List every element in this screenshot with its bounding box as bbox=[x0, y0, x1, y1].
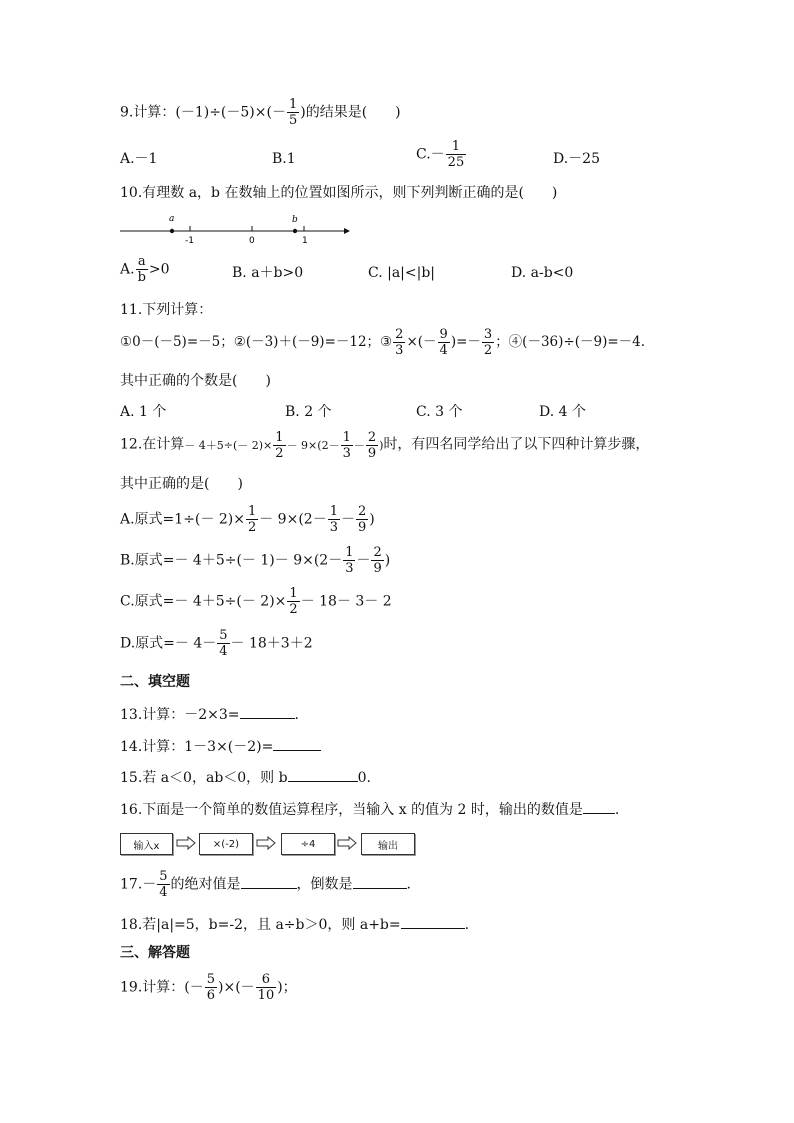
q11-option-d: D. 4 个 bbox=[539, 404, 586, 420]
label-a: a bbox=[169, 214, 175, 224]
q11-question: 其中正确的个数是( ) bbox=[120, 373, 271, 389]
flow-input-box: 输入x bbox=[120, 833, 173, 855]
question-11: 11.下列计算： bbox=[120, 302, 213, 318]
label-0: 0 bbox=[249, 236, 255, 246]
question-9 bbox=[120, 98, 401, 127]
point-b bbox=[293, 229, 297, 233]
label-b: b bbox=[292, 215, 298, 225]
label-1: 1 bbox=[302, 236, 308, 246]
q11-option-b: B. 2 个 bbox=[285, 404, 332, 420]
q12-option-b: B.原式=－ 4＋5÷(－ 1)－ 9×(2－ $\frac{1}{3}$ － $\frac{2}{9}$ ) bbox=[120, 545, 391, 576]
question-16: 16.下面是一个简单的数值运算程序，当输入 x 的值为 2 时，输出的数值是 . bbox=[120, 802, 620, 818]
question-17: 17.－ $\frac{5}{4}$ 的绝对值是 ，倒数是 . bbox=[120, 869, 411, 900]
flow-multiply-box: ×(-2) bbox=[199, 833, 253, 855]
q17-blank-abs[interactable] bbox=[241, 876, 297, 889]
question-18: 18.若|a|=5，b=-2，且 a÷b＞0，则 a+b= . bbox=[120, 917, 470, 933]
flow-arrow-3 bbox=[337, 836, 357, 850]
question-14: 14.计算：1－3×(－2)= bbox=[120, 738, 321, 754]
q9-text: 9.计算：(－1)÷(－5)×(－ bbox=[120, 104, 286, 121]
question-13: 13.计算：－2×3= . bbox=[120, 707, 299, 723]
q12-question: 其中正确的是( ) bbox=[120, 476, 243, 492]
section-answer: 三、解答题 bbox=[120, 945, 190, 961]
question-12: 12.在计算－ 4＋5÷(－ 2)× $\frac{1}{2}$ － 9×(2－ $\frac{1}{3}$ － $\frac{2}{9}$ )时，有四名同学给出了以下四种计算步骤， bbox=[120, 430, 650, 461]
q12-expression: － 4＋5÷(－ 2)× $\frac{1}{2}$ － 9×(2－ $\frac{1}{3}$ － $\frac{2}{9}$ ) bbox=[184, 430, 384, 461]
q9-option-b: B.1 bbox=[272, 151, 296, 167]
q12-option-c: C.原式=－ 4＋5÷(－ 2)× $\frac{1}{2}$ － 18－ 3－ 2 bbox=[120, 586, 392, 617]
flow-arrow-2 bbox=[256, 836, 276, 850]
q12-option-d: D.原式=－ 4－ $\frac{5}{4}$ － 18＋3＋2 bbox=[120, 628, 313, 659]
q15-blank[interactable] bbox=[288, 769, 358, 782]
q11-option-a: A. 1 个 bbox=[120, 404, 167, 420]
question-10: 10.有理数 a，b 在数轴上的位置如图所示，则下列判断正确的是( ) bbox=[120, 185, 558, 201]
q9-suffix: )的结果是( ) bbox=[300, 104, 401, 121]
q16-blank[interactable] bbox=[583, 801, 615, 814]
flow-divide-box: ÷4 bbox=[281, 833, 335, 855]
q9-option-d: D.－25 bbox=[553, 151, 600, 167]
q11-option-c: C. 3 个 bbox=[416, 404, 463, 420]
q10-option-a: A. $\frac{a}{b}$ >0 bbox=[120, 254, 170, 285]
q11-statements: ①0－(－5)=－5；②(－3)＋(－9)=－12；③ $\frac{2}{3}$ ×(－ $\frac{9}{4}$ )=－ $\frac{3}{2}$ ；④(－36)÷(－9)=－4. bbox=[120, 327, 646, 358]
flow-arrow-1 bbox=[176, 836, 196, 850]
q18-blank[interactable] bbox=[401, 916, 465, 929]
q12-option-a: A.原式=1÷(－ 2)× $\frac{1}{2}$ － 9×(2－ $\frac{1}{3}$ － $\frac{2}{9}$ ) bbox=[120, 504, 375, 535]
q10-option-b: B. a＋b>0 bbox=[232, 265, 304, 281]
question-15: 15.若 a＜0，ab＜0，则 b 0. bbox=[120, 770, 371, 786]
number-line-arrow bbox=[344, 228, 350, 234]
q9-option-a: A.－1 bbox=[120, 151, 158, 167]
q9-fraction: $\frac{1}{5}$ bbox=[288, 97, 298, 128]
label-neg1: -1 bbox=[185, 236, 194, 246]
q10-option-d: D. a-b<0 bbox=[511, 265, 574, 281]
section-fill-in: 二、填空题 bbox=[120, 674, 190, 690]
point-a bbox=[170, 229, 174, 233]
question-19: 19.计算：(－ $\frac{5}{6}$ )×(－ $\frac{6}{10}$ )； bbox=[120, 972, 297, 1003]
number-line bbox=[118, 212, 350, 246]
q14-blank[interactable] bbox=[273, 738, 321, 751]
flow-output-box: 输出 bbox=[361, 833, 415, 855]
q17-blank-reciprocal[interactable] bbox=[353, 876, 407, 889]
q9-option-c: C.－ $\frac{1}{25}$ bbox=[416, 139, 465, 170]
q10-option-c: C. |a|<|b| bbox=[368, 265, 436, 281]
q13-blank[interactable] bbox=[240, 706, 295, 719]
